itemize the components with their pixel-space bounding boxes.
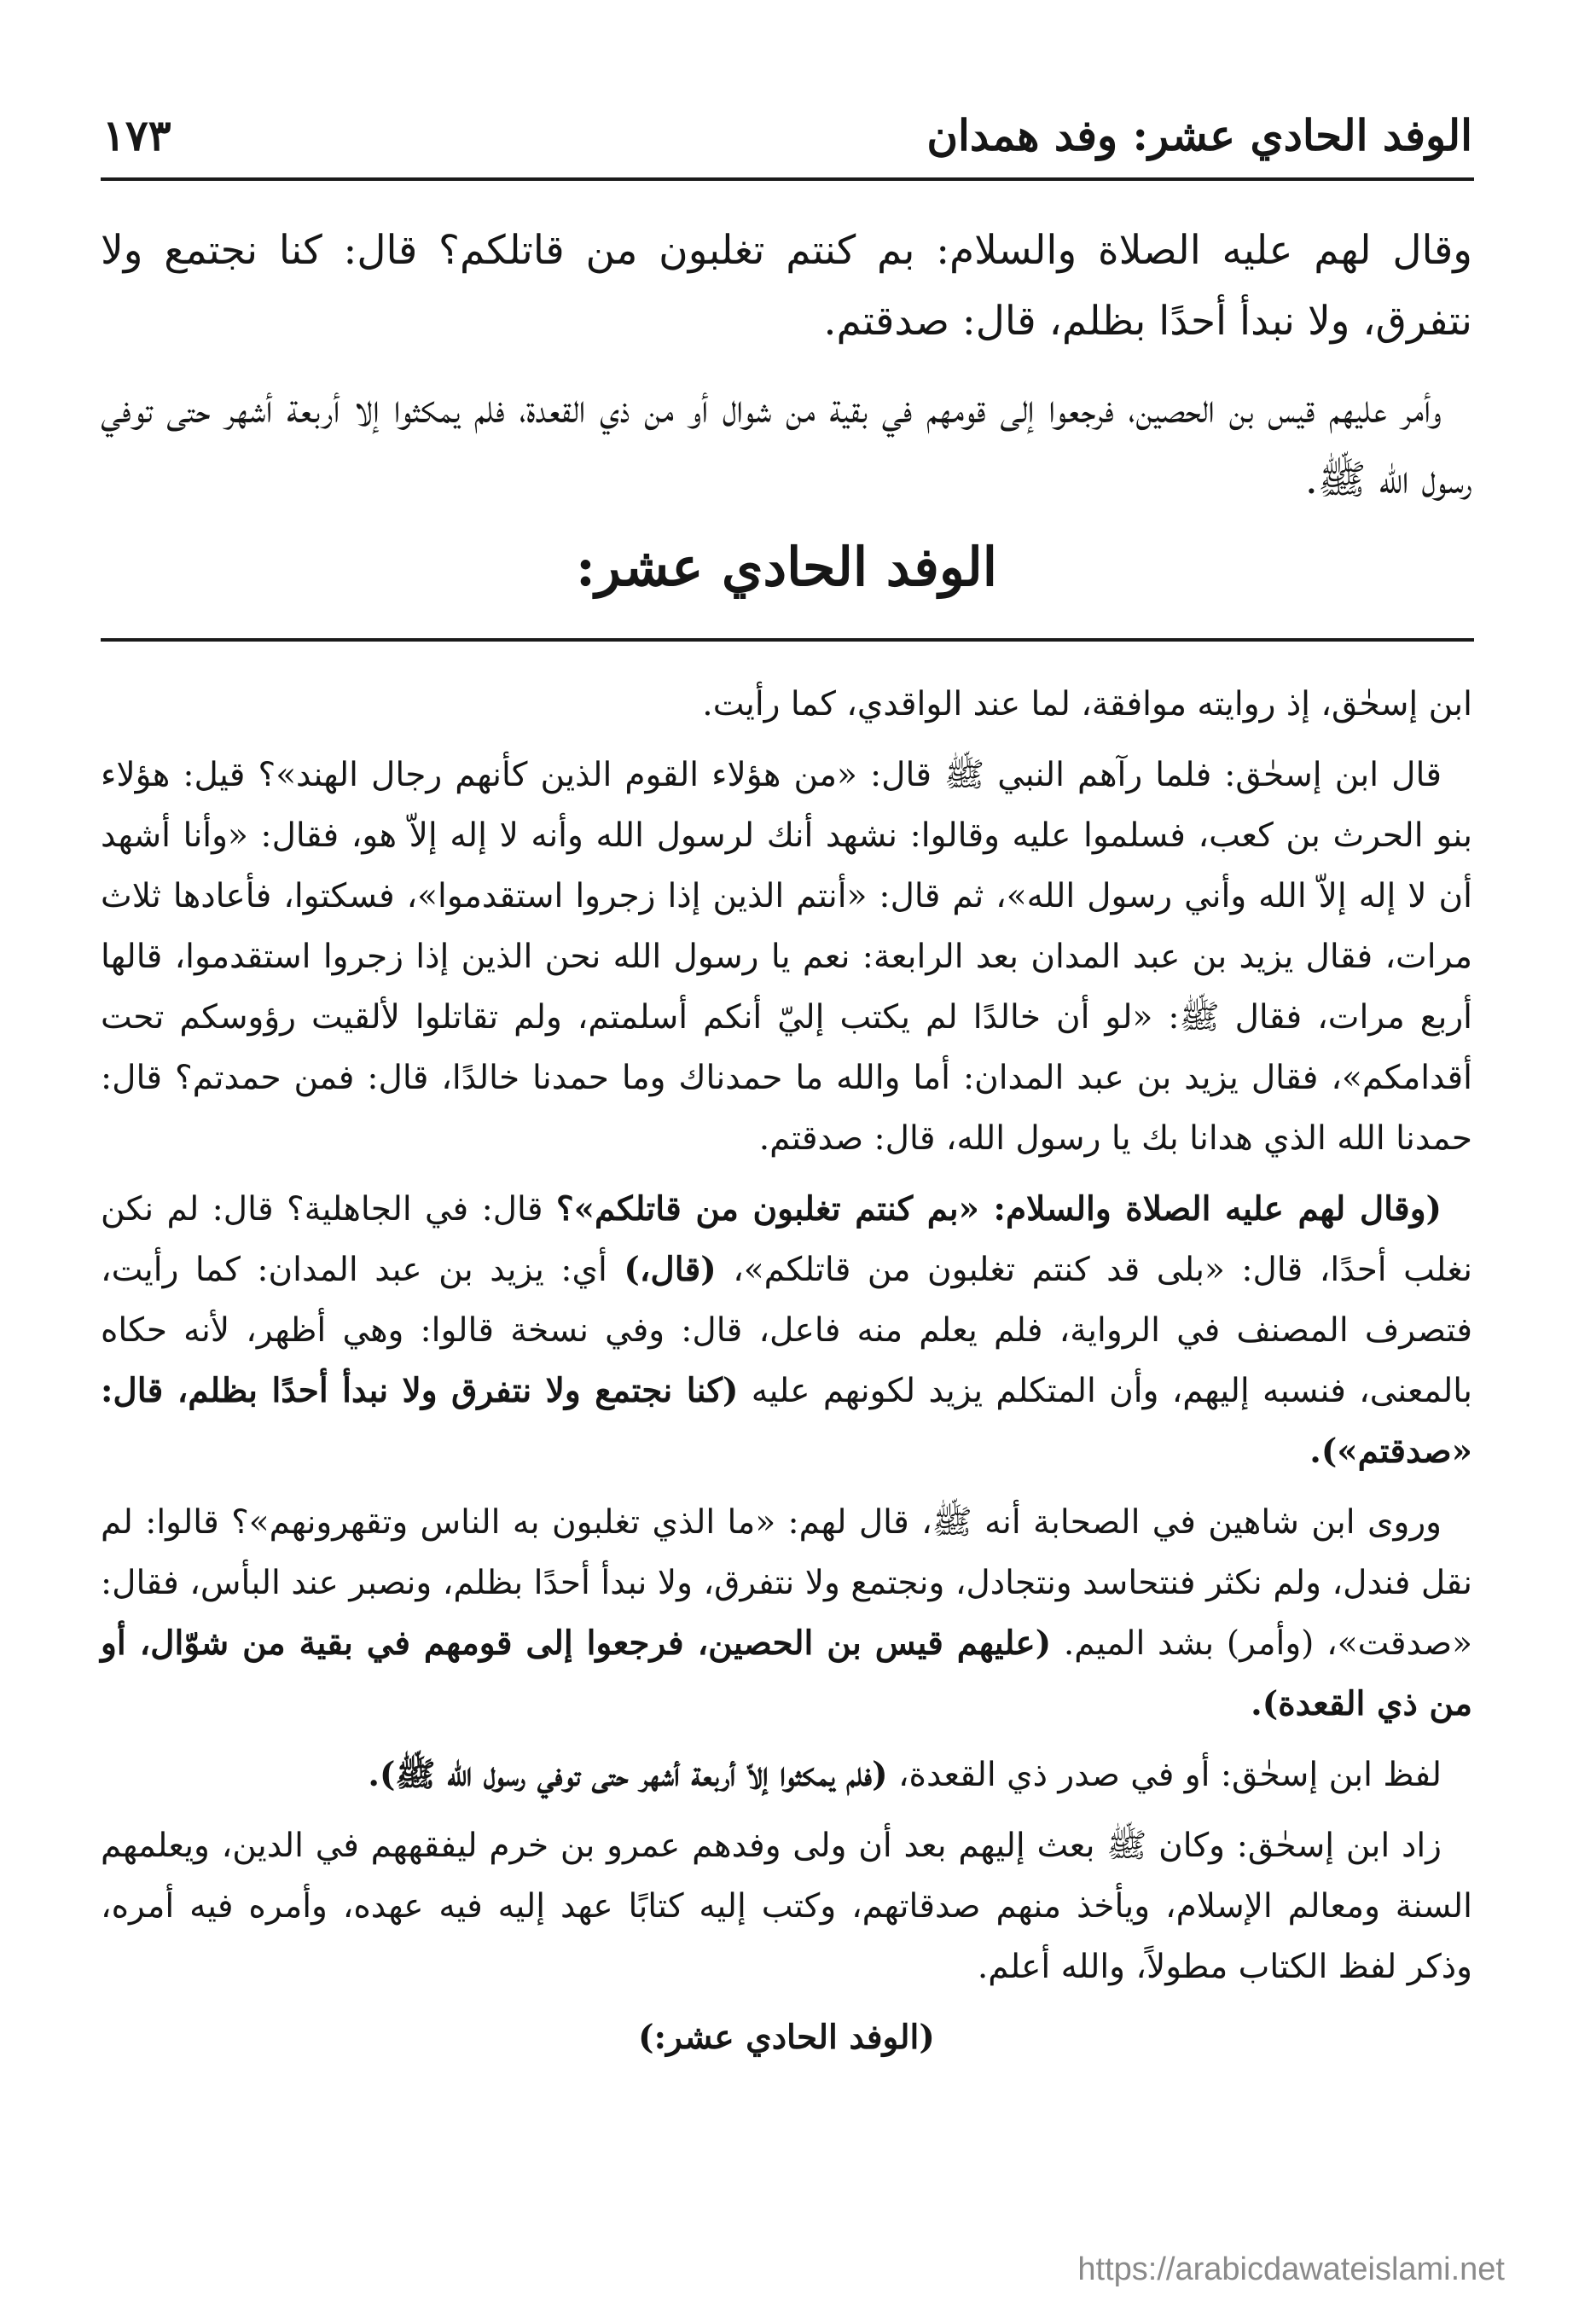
matn-paragraph: وقال لهم عليه الصلاة والسلام: بم كنتم تغلبون من قاتلكم؟ قال: كنا نجتمع ولا نتفرق، ولا نبدأ أحدًا بظلم، قال: صدقتم. xyxy=(101,227,1472,345)
commentary-text-run: وروى ابن شاهين في الصحابة أنه ﷺ، قال لهم: «ما الذي تغلبون به الناس وتقهرونهم»؟ قالوا: لم نقل فندل، ولم نكثر فنتحاسد ونتجادل، ونجتمع ولا نتفرق، ولا نبدأ أحدًا بظلم، ونصبر عند البأس، فقال: «صدقت»، (وأمر) بشد الميم. xyxy=(101,1503,1472,1663)
commentary-paragraph xyxy=(101,1745,1472,1805)
commentary-paragraph: ابن إسحٰق، إذ روايته موافقة، لما عند الواقدي، كما رأيت. xyxy=(702,685,1472,723)
quoted-matn: (عليهم قيس بن الحصين، فرجعوا إلى قومهم في بقية من شوّال، أو من ذي القعدة). xyxy=(101,1624,1472,1723)
commentary-text xyxy=(101,674,1472,2078)
commentary-text-run: أي: يزيد بن عبد المدان: كما رأيت، فتصرف المصنف في الرواية، فلم يعلم منه فاعل، قال: وفي نسخة قالوا: وهي أظهر، لأنه حكاه بالمعنى، فنسبه إليهم، وأن المتكلم يزيد لكونهم عليه xyxy=(101,1251,1473,1410)
header-rule xyxy=(101,177,1474,181)
closing-heading: (الوفد الحادي عشر:) xyxy=(638,2018,935,2057)
quoted-matn: (كنا نجتمع ولا نتفرق ولا نبدأ أحدًا بظلم، قال: «صدقتم»). xyxy=(101,1371,1472,1471)
matn-paragraph: وأمر عليهم قيس بن الحصين، فرجعوا إلى قومهم في بقية من شوال أو من ذي القعدة، فلم يمكثوا إلا أربعة أشهر حتى توفي رسول الله ﷺ. xyxy=(101,386,1472,503)
commentary-text-run: لفظ ابن إسحٰق: أو في صدر ذي القعدة، xyxy=(887,1756,1442,1794)
commentary-paragraph xyxy=(101,1492,1472,1734)
commentary-text-run: قال: في الجاهلية؟ قال: لم نكن نغلب أحدًا، قال: «بلى قد كنتم تغلبون من قاتلكم»، xyxy=(101,1190,1472,1289)
quoted-matn: (قال،) xyxy=(624,1250,717,1289)
running-title: الوفد الحادي عشر: وفد همدان xyxy=(926,109,1472,160)
commentary-paragraph: زاد ابن إسحٰق: وكان ﷺ بعث إليهم بعد أن ولى وفدهم عمرو بن خرم ليفقههم في الدين، ويعلمهم السنة ومعالم الإسلام، ويأخذ منهم صدقاتهم، وكتب إليه كتابًا عهد إليه فيه عهده، وأمره فيه أمره، وذكر لفظ الكتاب مطولاً، والله أعلم. xyxy=(101,1827,1472,1986)
quoted-matn: (فلم يمكثوا إلاّ أربعة أشهر حتى توفي رسول الله ﷺ). xyxy=(368,1755,888,1794)
page-number: ١٧٣ xyxy=(102,109,171,160)
page-header xyxy=(102,101,1472,169)
matn-text xyxy=(101,215,1472,532)
section-heading: الوفد الحادي عشر: xyxy=(575,536,998,598)
section-rule xyxy=(101,638,1474,642)
watermark-url: https://arabicdawateislami.net xyxy=(1077,2251,1505,2287)
quoted-matn: (وقال لهم عليه الصلاة والسلام: «بم كنتم تغلبون من قاتلكم»؟ xyxy=(555,1189,1442,1229)
commentary-paragraph xyxy=(101,1179,1472,1482)
commentary-paragraph: قال ابن إسحٰق: فلما رآهم النبي ﷺ قال: «من هؤلاء القوم الذين كأنهم رجال الهند»؟ قيل: هؤلاء بنو الحرث بن كعب، فسلموا عليه وقالوا: نشهد أنك لرسول الله وأنه لا إله إلاّ هو، فقال: «وأنا أشهد أن لا إله إلاّ الله وأني رسول الله»، ثم قال: «أنتم الذين إذا زجروا استقدموا»، فسكتوا، فأعادها ثلاث مرات، فقال يزيد بن عبد المدان بعد الرابعة: نعم يا رسول الله نحن الذين إذا زجروا استقدموا، قالها أربع مرات، فقال ﷺ: «لو أن خالدًا لم يكتب إليّ أنكم أسلمتم، ولم تقاتلوا لألقيت رؤوسكم تحت أقدامكم»، فقال يزيد بن عبد المدان: أما والله ما حمدناك وما حمدنا خالدًا، قال: فمن حمدتم؟ قال: حمدنا الله الذي هدانا بك يا رسول الله، قال: صدقتم. xyxy=(101,756,1472,1158)
